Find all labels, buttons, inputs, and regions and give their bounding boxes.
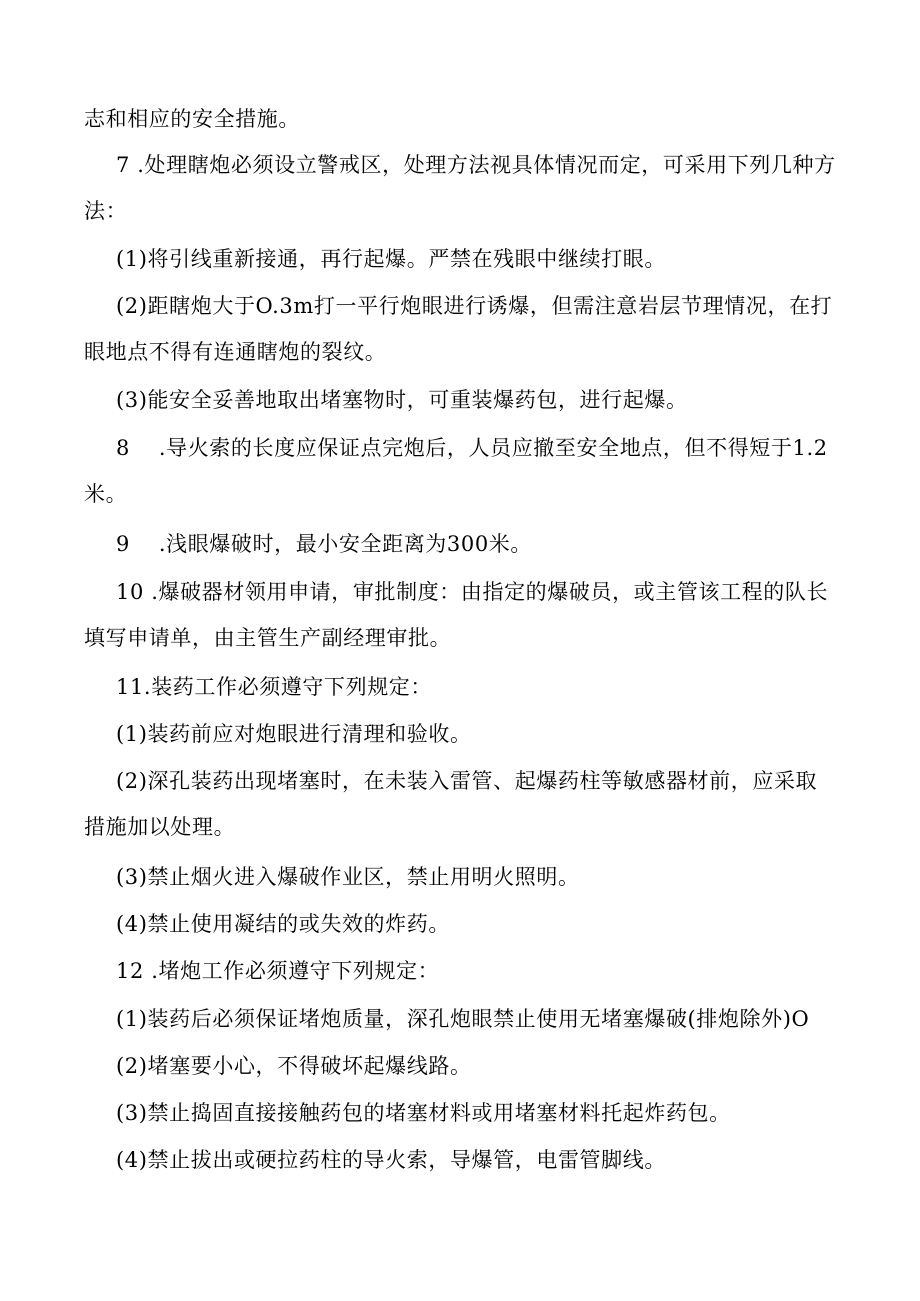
paragraph-item-11: 11.装药工作必须遵守下列规定： [116,675,432,699]
paragraph-item-7-1: (1)将引线重新接通，再行起爆。严禁在残眼中继续打眼。 [116,247,666,271]
paragraph-item-9: 9 .浅眼爆破时，最小安全距离为300米。 [116,532,532,556]
paragraph-item-12-4: (4)禁止拔出或硬拉药柱的导火索，导爆管，电雷管脚线。 [116,1148,666,1172]
paragraph-item-11-3: (3)禁止烟火进入爆破作业区，禁止用明火照明。 [116,865,580,889]
paragraph-item-11-1: (1)装药前应对炮眼进行清理和验收。 [116,722,472,746]
paragraph-item-7-2: (2)距瞎炮大于O.3m打一平行炮眼进行诱爆，但需注意岩层节理情况，在打眼地点不得有连通瞎炮的裂纹。 [84,294,833,364]
paragraph-item-7: 7 .处理瞎炮必须设立警戒区，处理方法视具体情况而定，可采用下列几种方法： [84,153,836,223]
paragraph-item-10: 10 .爆破器材领用申请，审批制度：由指定的爆破员，或主管该工程的队长填写申请单，由主管生产副经理审批。 [84,580,829,650]
paragraph-item-8: 8 .导火索的长度应保证点完炮后，人员应撤至安全地点，但不得短于1.2米。 [84,436,828,506]
paragraph-item-12-2: (2)堵塞要小心，不得破坏起爆线路。 [116,1054,472,1078]
paragraph-item-12-1: (1)装药后必须保证堵炮质量，深孔炮眼禁止使用无堵塞爆破(排炮除外)O [116,1007,810,1031]
paragraph-item-11-2: (2)深孔装药出现堵塞时，在未装入雷管、起爆药柱等敏感器材前，应采取措施加以处理。 [84,769,818,839]
paragraph-item-12-3: (3)禁止捣固直接接触药包的堵塞材料或用堵塞材料托起炸药包。 [116,1101,731,1125]
paragraph-item-12: 12 .堵炮工作必须遵守下列规定： [116,959,440,983]
paragraph-item-11-4: (4)禁止使用凝结的或失效的炸药。 [116,912,450,936]
paragraph-continuation: 志和相应的安全措施。 [84,107,300,131]
paragraph-item-7-3: (3)能安全妥善地取出堵塞物时，可重装爆药包，进行起爆。 [116,388,688,412]
